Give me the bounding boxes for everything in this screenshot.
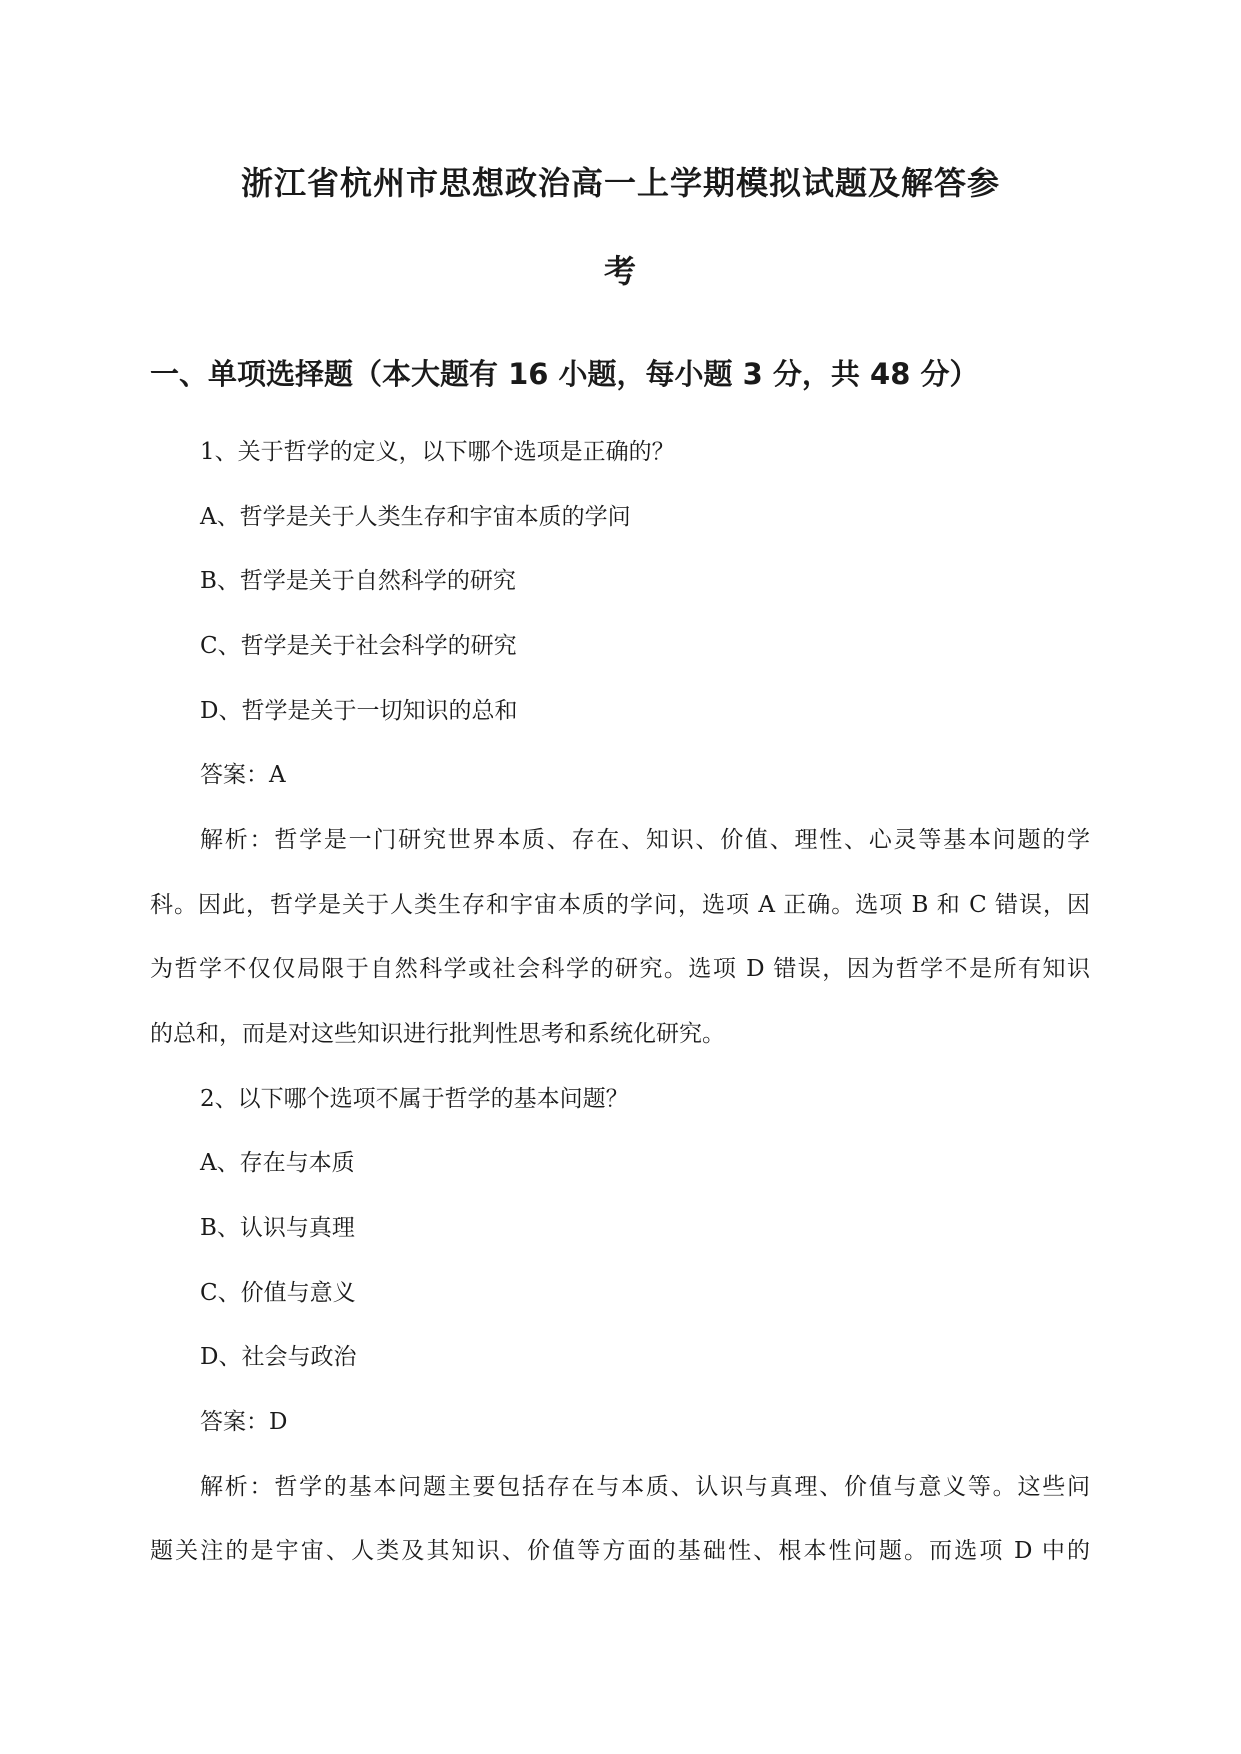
analysis-line: 为哲学不仅仅局限于自然科学或社会科学的研究。选项 D 错误，因为哲学不是所有知识 (150, 956, 1090, 982)
analysis-line: 解析：哲学的基本问题主要包括存在与本质、认识与真理、价值与意义等。这些问 (200, 1474, 1090, 1500)
option-d: D、哲学是关于一切知识的总和 (200, 698, 518, 724)
option-c: C、哲学是关于社会科学的研究 (200, 633, 517, 659)
option-a: A、哲学是关于人类生存和宇宙本质的学问 (200, 504, 631, 530)
document-title-line-1: 浙江省杭州市思想政治高一上学期模拟试题及解答参 (240, 164, 1000, 202)
document-title-line-2: 考 (603, 252, 637, 290)
answer: 答案：A (200, 762, 286, 788)
option-c: C、价值与意义 (200, 1280, 356, 1306)
option-d: D、社会与政治 (200, 1344, 357, 1370)
answer: 答案：D (200, 1409, 288, 1435)
analysis-line: 解析：哲学是一门研究世界本质、存在、知识、价值、理性、心灵等基本问题的学 (200, 827, 1090, 853)
option-a: A、存在与本质 (200, 1150, 355, 1176)
question-stem: 2、以下哪个选项不属于哲学的基本问题？ (200, 1086, 629, 1112)
question-stem: 1、关于哲学的定义，以下哪个选项是正确的？ (200, 439, 675, 465)
option-b: B、哲学是关于自然科学的研究 (200, 568, 516, 594)
analysis-line: 科。因此，哲学是关于人类生存和宇宙本质的学问，选项 A 正确。选项 B 和 C 错误，因 (150, 892, 1090, 918)
option-b: B、认识与真理 (200, 1215, 355, 1241)
section-heading-single-choice: 一、单项选择题（本大题有 16 小题，每小题 3 分，共 48 分） (150, 357, 979, 391)
analysis-line: 题关注的是宇宙、人类及其知识、价值等方面的基础性、根本性问题。而选项 D 中的 (150, 1538, 1090, 1564)
analysis-line: 的总和，而是对这些知识进行批判性思考和系统化研究。 (150, 1021, 725, 1047)
